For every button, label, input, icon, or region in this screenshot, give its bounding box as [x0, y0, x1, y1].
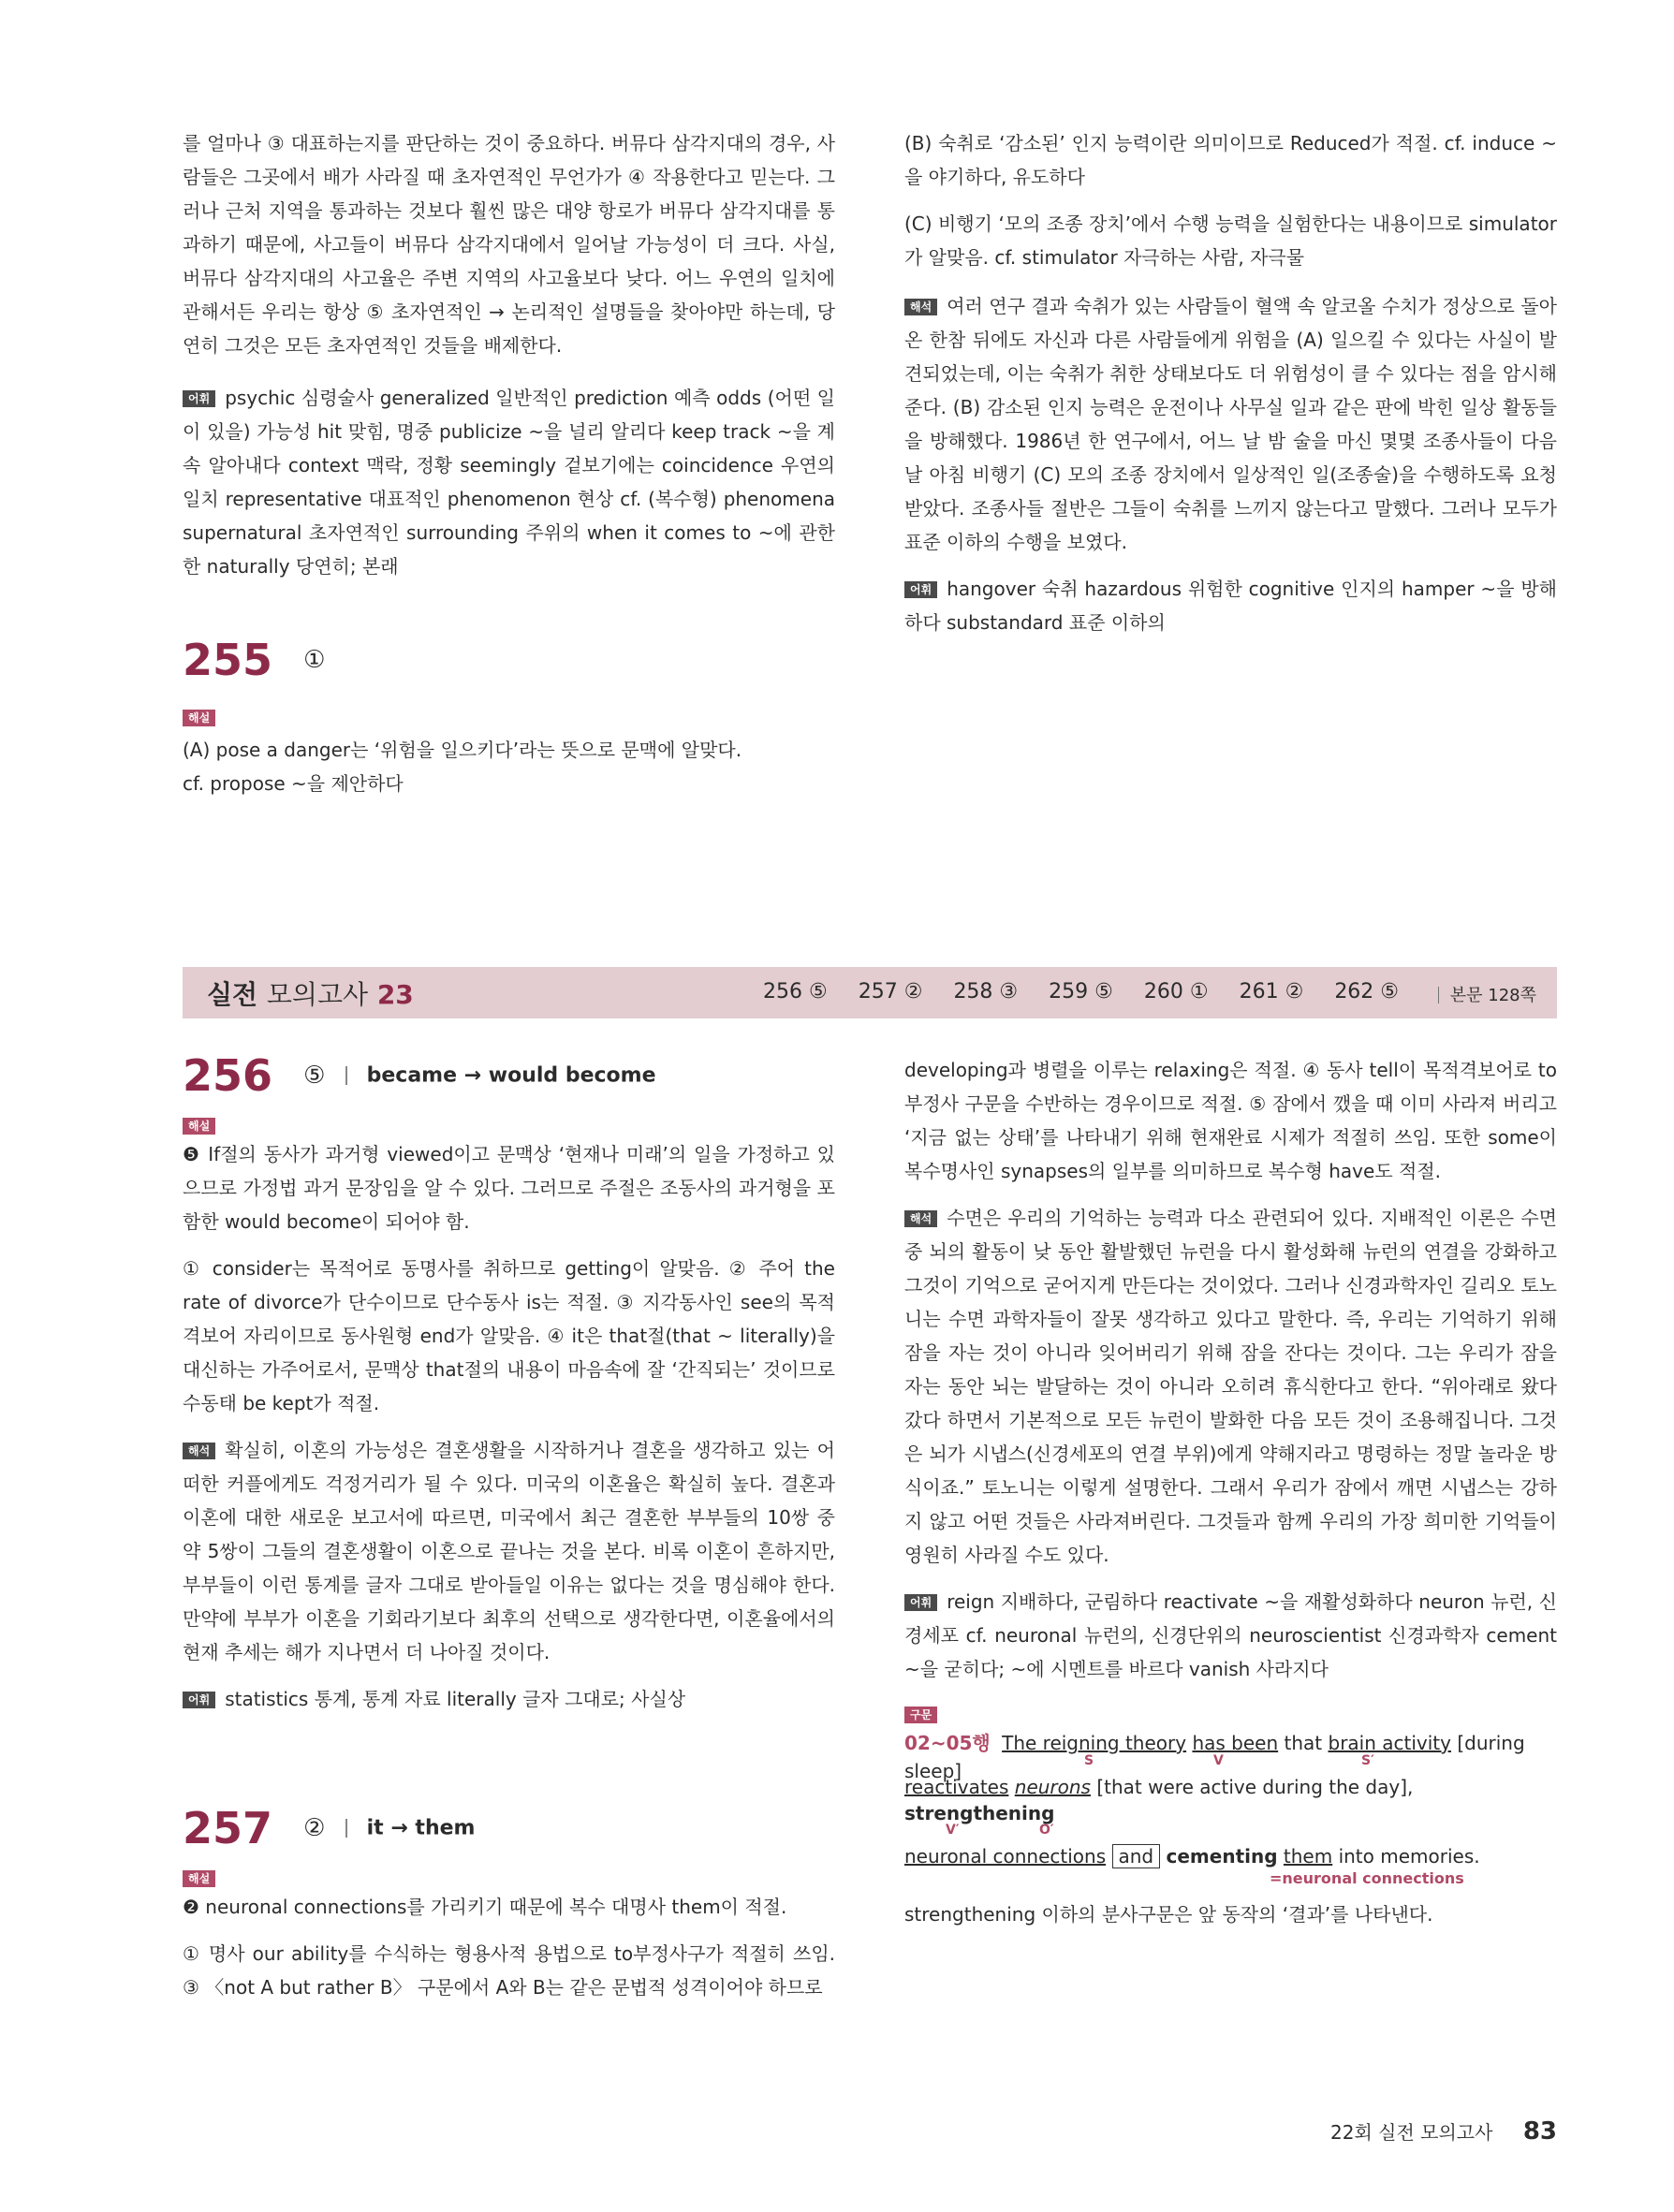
vocab-text: reign 지배하다, 군림하다 reactivate ~을 재활성화하다 neuron 뉴런, 신경세포 cf. neuronal 뉴런의, 신경단위의 neuroscientist 신경과학자 cement ~을 굳히다; ~에 시멘트를 바르다 vanish 사라지다 — [904, 1590, 1557, 1680]
syntax-explanation: strengthening 이하의 분사구문은 앞 동작의 ‘결과’를 나타낸다. — [904, 1903, 1433, 1926]
explanation-text: ❷ neuronal connections를 가리키기 때문에 복수 대명사 them이 적절. — [183, 1896, 787, 1918]
question-answer: ① — [303, 646, 326, 674]
answer-key-item: 259 ⑤ — [1049, 980, 1113, 1003]
syntax-line-1 — [904, 1729, 1557, 1782]
question-correction: became → would become — [366, 1063, 656, 1088]
vocab-tag: 어휘 — [904, 581, 937, 598]
syntax-mark: V — [1213, 1753, 1224, 1768]
syntax-tag: 구문 — [904, 1707, 937, 1723]
syntax-object: neurons — [1014, 1776, 1091, 1798]
question-257 — [183, 1803, 835, 2004]
syntax-mark: O′ — [1039, 1823, 1054, 1838]
translation-text: 여러 연구 결과 숙취가 있는 사람들이 혈액 속 알코올 수치가 정상으로 돌아온 한참 뒤에도 자신과 다른 사람들에게 위험을 (A) 일으킬 수 있다는 사실이 발견되었는데, 이는 숙취가 취한 상태보다도 더 위험성이 클 수 있다는 점을 암시해 준다. (B) 감소된 인지 능력은 운전이나 사무실 일과 같은 판에 박힌 일상 활동들을 방해했다. 1986년 한 연구에서, 어느 날 밤 술을 마신 몇몇 조종사들이 다음 날 아침 비행기 (C) 모의 조종 장치에서 일상적인 일(조종술)을 수행하도록 요청받았다. 조종사들 절반은 그들이 숙취를 느끼지 않는다고 말했다. 그러나 모두가 표준 이하의 수행을 보였다. — [904, 295, 1557, 553]
translation-block — [183, 1433, 835, 1669]
explanation-tag: 해설 — [183, 1870, 215, 1887]
page-reference: 본문 128쪽 — [1438, 982, 1536, 1006]
explanation-line: (A) pose a danger는 ‘위험을 일으키다’라는 뜻으로 문맥에 알맞다. — [183, 739, 742, 761]
question-number: 256 — [183, 1050, 273, 1101]
vocab-text: statistics 통계, 통계 자료 literally 글자 그대로; 사실상 — [225, 1688, 686, 1710]
explanation-tag: 해설 — [183, 710, 215, 726]
banner-title — [207, 974, 414, 1012]
vocab-tag: 어휘 — [904, 1594, 937, 1611]
explanation-line: cf. propose ~을 제안하다 — [183, 772, 404, 795]
question-answer: ② — [303, 1814, 326, 1842]
translation-text: 수면은 우리의 기억하는 능력과 다소 관련되어 있다. 지배적인 이론은 수면 중 뇌의 활동이 낮 동안 활발했던 뉴런을 다시 활성화해 뉴런의 연결을 강화하고 그것이 기억으로 굳어지게 만든다는 것이었다. 그러나 신경과학자인 길리오 토노니는 수면 과학자들이 잘못 생각하고 있다고 말한다. 즉, 우리는 기억하기 위해 잠을 자는 것이 아니라 잊어버리기 위해 잠을 잔다는 것이다. 그는 우리가 잠을 자는 동안 뇌는 발달하는 것이 아니라 오히려 휴식한다고 한다. “위아래로 왔다 갔다 하면서 기본적으로 모든 뉴런이 발화한 다음 모든 것이 조용해집니다. 그것은 뇌가 시냅스(신경세포의 연결 부위)에게 약해지라고 명령하는 정말 놀라운 방식이죠.” 토노니는 이렇게 설명한다. 그래서 우리가 잠에서 깨면 시냅스는 강하지 않고 어떤 것들은 사라져버린다. 그것들과 함께 우리의 가장 희미한 기억들이 영원히 사라질 수도 있다. — [904, 1207, 1557, 1566]
explanation-tag: 해설 — [183, 1118, 215, 1135]
question-number: 257 — [183, 1803, 273, 1853]
question-correction: it → them — [366, 1816, 476, 1840]
syntax-note: =neuronal connections — [1270, 1869, 1464, 1887]
syntax-subject: The reigning theory — [1002, 1732, 1187, 1754]
syntax-verb-2: reactivates — [904, 1776, 1009, 1798]
explanation-text: ① 명사 our ability를 수식하는 형용사적 용법으로 to부정사구가 적절히 쓰임. ③ 〈not A but rather B〉 구문에서 A와 B는 같은 문법적 성격이어야 하므로 — [183, 1942, 835, 1999]
syntax-mark: V′ — [946, 1823, 960, 1838]
banner-title-num: 23 — [376, 979, 414, 1010]
vocab-tag: 어휘 — [183, 1692, 215, 1708]
syntax-pronoun: them — [1283, 1845, 1333, 1868]
question-header — [183, 1050, 835, 1101]
top-right-column — [904, 126, 1557, 639]
syntax-marks-1 — [904, 1753, 1557, 1774]
vocab-tag: 어휘 — [183, 390, 215, 407]
explanation-b: (B) 숙취로 ‘감소된’ 인지 능력이란 의미이므로 Reduced가 적절. cf. induce ~을 야기하다, 유도하다 — [904, 132, 1557, 188]
answer-key-item: 260 ① — [1143, 980, 1209, 1003]
vocab-block — [183, 381, 835, 583]
explanation-text: ❺ If절의 동사가 과거형 viewed이고 문맥상 ‘현재나 미래’의 일을 가정하고 있으므로 가정법 과거 문장임을 알 수 있다. 그러므로 주절은 조동사의 과거형을 포함한 would become이 되어야 함. — [183, 1143, 835, 1233]
syntax-subject-2: brain activity — [1328, 1732, 1451, 1754]
syntax-line-number: 02~05행 — [904, 1732, 991, 1754]
vocab-block — [904, 1585, 1557, 1686]
page-number: 83 — [1522, 2117, 1557, 2146]
banner-title-bold: 실전 — [207, 979, 258, 1010]
vocab-text: hangover 숙취 hazardous 위험한 cognitive 인지의 hamper ~을 방해하다 substandard 표준 이하의 — [904, 578, 1557, 634]
page-footer — [1330, 2117, 1557, 2146]
syntax-line-2 — [904, 1774, 1557, 1826]
syntax-participle-2: cementing — [1166, 1845, 1278, 1868]
question-256 — [183, 1050, 835, 1716]
answer-key — [763, 980, 1423, 1003]
syntax-verb: has been — [1192, 1732, 1279, 1754]
footer-label: 22회 실전 모의고사 — [1330, 2121, 1493, 2144]
translation-tag: 해석 — [904, 1210, 937, 1227]
translation-text: 확실히, 이혼의 가능성은 결혼생활을 시작하거나 결혼을 생각하고 있는 어떠한 커플에게도 걱정거리가 될 수 있다. 미국의 이혼율은 확실히 높다. 결혼과 이혼에 대한 새로운 보고서에 따르면, 미국에서 최근 결혼한 부부들의 10쌍 중 약 5쌍이 그들의 결혼생활이 이혼으로 끝나는 것을 본다. 비록 이혼이 흔하지만, 부부들이 이런 통계를 글자 그대로 받아들일 이유는 없다는 것을 명심해야 한다. 만약에 부부가 이혼을 기회라기보다 최후의 선택으로 생각한다면, 이혼율에서의 현재 추세는 해가 지나면서 더 나아질 것이다. — [183, 1439, 835, 1663]
header-separator — [345, 1819, 347, 1838]
syntax-word: into memories. — [1338, 1845, 1480, 1868]
header-separator — [345, 1066, 347, 1085]
question-header — [183, 1803, 835, 1853]
translation-tag: 해석 — [183, 1443, 215, 1459]
question-255 — [183, 635, 835, 800]
explanation-text: ① consider는 목적어로 동명사를 취하므로 getting이 알맞음. ② 주어 the rate of divorce가 단수이므로 단수동사 is는 적절. ③ 지각동사인 see의 목적격보어 자리이므로 동사원형 end가 알맞음. ④ it은 that절(that ~ literally)을 대신하는 가주어로서, 문맥상 that절의 내용이 마음속에 잘 ‘간직되는’ 것이므로 수동태 be kept가 적절. — [183, 1257, 835, 1414]
syntax-participle: strengthening — [904, 1802, 1055, 1824]
syntax-clause: [that were active during the day], — [1096, 1776, 1414, 1798]
explanation-cont: developing과 병렬을 이루는 relaxing은 적절. ④ 동사 tell이 목적격보어로 to부정사 구문을 수반하는 경우이므로 적절. ⑤ 잠에서 깼을 때 이미 사라져 버리고 ‘지금 없는 상태’를 나타내기 위해 현재완료 시제가 적절히 쓰임. 또한 some이 복수명사인 synapses의 일부를 의미하므로 복수형 have도 적절. — [904, 1059, 1557, 1182]
syntax-mark: S′ — [1361, 1753, 1374, 1768]
translation-block — [904, 1201, 1557, 1572]
syntax-line-3 — [904, 1843, 1557, 1869]
test-banner — [183, 967, 1557, 1018]
passage-translation-cont: 를 얼마나 ③ 대표하는지를 판단하는 것이 중요하다. 버뮤다 삼각지대의 경우, 사람들은 그곳에서 배가 사라질 때 초자연적인 무언가가 ④ 작용한다고 믿는다. 그러나 근처 지역을 통과하는 것보다 훨씬 많은 대양 항로가 버뮤다 삼각지대를 통과하기 때문에, 사고들이 버뮤다 삼각지대에서 일어날 가능성이 더 크다. 사실, 버뮤다 삼각지대의 사고율은 주변 지역의 사고율보다 낮다. 어느 우연의 일치에 관해서든 우리는 항상 ⑤ 초자연적인 → 논리적인 설명들을 찾아야만 하는데, 당연히 그것은 모든 초자연적인 것들을 배제한다. — [183, 132, 835, 357]
question-number: 255 — [183, 635, 273, 685]
syntax-object-2: neuronal connections — [904, 1845, 1107, 1868]
vocab-block — [183, 1682, 835, 1716]
answer-key-item: 261 ② — [1239, 980, 1304, 1003]
answer-key-item: 258 ③ — [953, 980, 1019, 1003]
syntax-mark: S — [1084, 1753, 1094, 1768]
answer-key-item: 257 ② — [858, 980, 923, 1003]
translation-tag: 해석 — [904, 299, 937, 315]
bottom-right-column — [904, 1053, 1557, 1931]
question-header — [183, 635, 835, 685]
syntax-word: that — [1284, 1732, 1323, 1754]
explanation-c: (C) 비행기 ‘모의 조종 장치’에서 수행 능력을 실험한다는 내용이므로 simulator가 알맞음. cf. stimulator 자극하는 사람, 자극물 — [904, 212, 1557, 269]
vocab-text: psychic 심령술사 generalized 일반적인 prediction 예측 odds (어떤 일이 있을) 가능성 hit 맞힘, 명중 publicize ~을 널리 알리다 keep track ~을 계속 알아내다 context 맥락, 정황 seemingly 겉보기에는 coincidence 우연의 일치 representative 대표적인 phenomenon 현상 cf. (복수형) phenomena supernatural 초자연적인 surrounding 주위의 when it comes to ~에 관한 한 naturally 당연히; 본래 — [183, 387, 835, 578]
banner-title-reg: 모의고사 — [266, 979, 369, 1010]
question-answer: ⑤ — [303, 1062, 326, 1090]
top-left-column — [183, 126, 835, 583]
vocab-block — [904, 572, 1557, 639]
syntax-conjunction: and — [1112, 1844, 1161, 1868]
syntax-bracket: [during sleep] — [904, 1732, 1525, 1782]
syntax-block — [904, 1701, 1557, 1931]
answer-key-item: 256 ⑤ — [763, 980, 828, 1003]
translation-block — [904, 289, 1557, 559]
syntax-marks-2 — [904, 1823, 1557, 1843]
answer-key-item: 262 ⑤ — [1334, 980, 1400, 1003]
